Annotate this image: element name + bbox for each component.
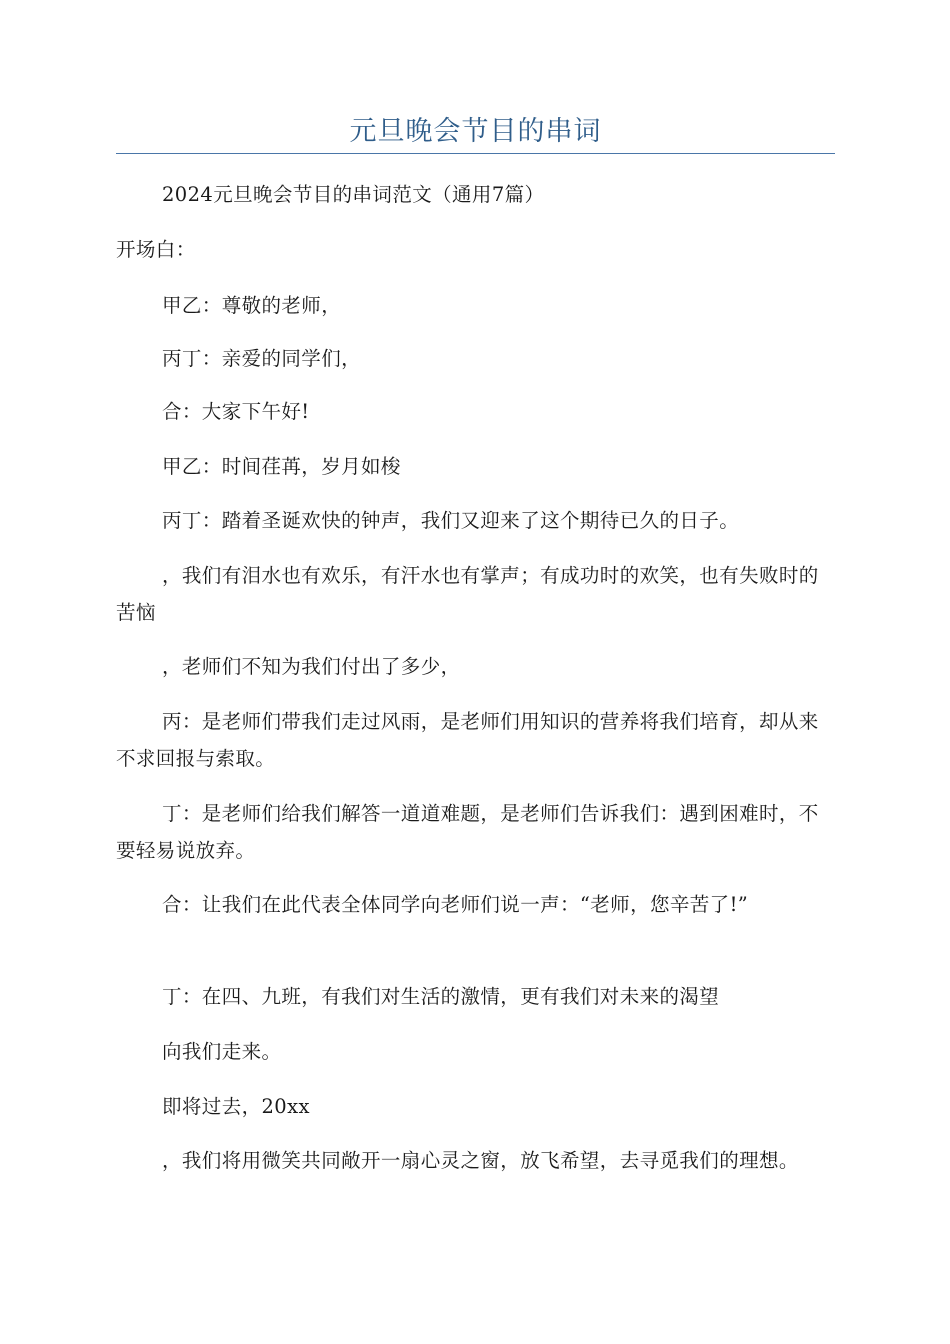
paragraph: 丁：在四、九班，有我们对生活的激情，更有我们对未来的渴望 [162,985,720,1008]
paragraph: 即将过去，20xx [162,1095,310,1118]
paragraph: 甲乙：尊敬的老师， [162,294,342,317]
paragraph: 合：大家下午好! [162,400,310,423]
paragraph: 丙丁：踏着圣诞欢快的钟声，我们又迎来了这个期待已久的日子。 [162,509,740,532]
title-underline [116,153,835,154]
paragraph: 合：让我们在此代表全体同学向老师们说一声：“老师，您辛苦了!” [162,893,749,916]
paragraph: 丁：是老师们给我们解答一道道难题，是老师们告诉我们：遇到困难时，不要轻易说放弃。 [116,802,819,862]
paragraph: ，我们将用微笑共同敞开一扇心灵之窗，放飞希望，去寻觅我们的理想。 [162,1149,799,1172]
section-heading: 开场白： [116,238,196,261]
subtitle-paragraph: 2024元旦晚会节目的串词范文（通用7篇） [162,183,545,206]
paragraph: 向我们走来。 [162,1040,282,1063]
paragraph: ，我们有泪水也有欢乐，有汗水也有掌声；有成功时的欢笑，也有失败时的苦恼 [116,564,819,624]
paragraph: 丙丁：亲爱的同学们， [162,347,362,370]
document-title: 元旦晚会节目的串词 [349,116,602,147]
paragraph: 丙：是老师们带我们走过风雨，是老师们用知识的营养将我们培育，却从来不求回报与索取。 [116,710,819,770]
paragraph: 甲乙：时间荏苒，岁月如梭 [162,455,401,478]
paragraph: ，老师们不知为我们付出了多少， [162,655,461,678]
